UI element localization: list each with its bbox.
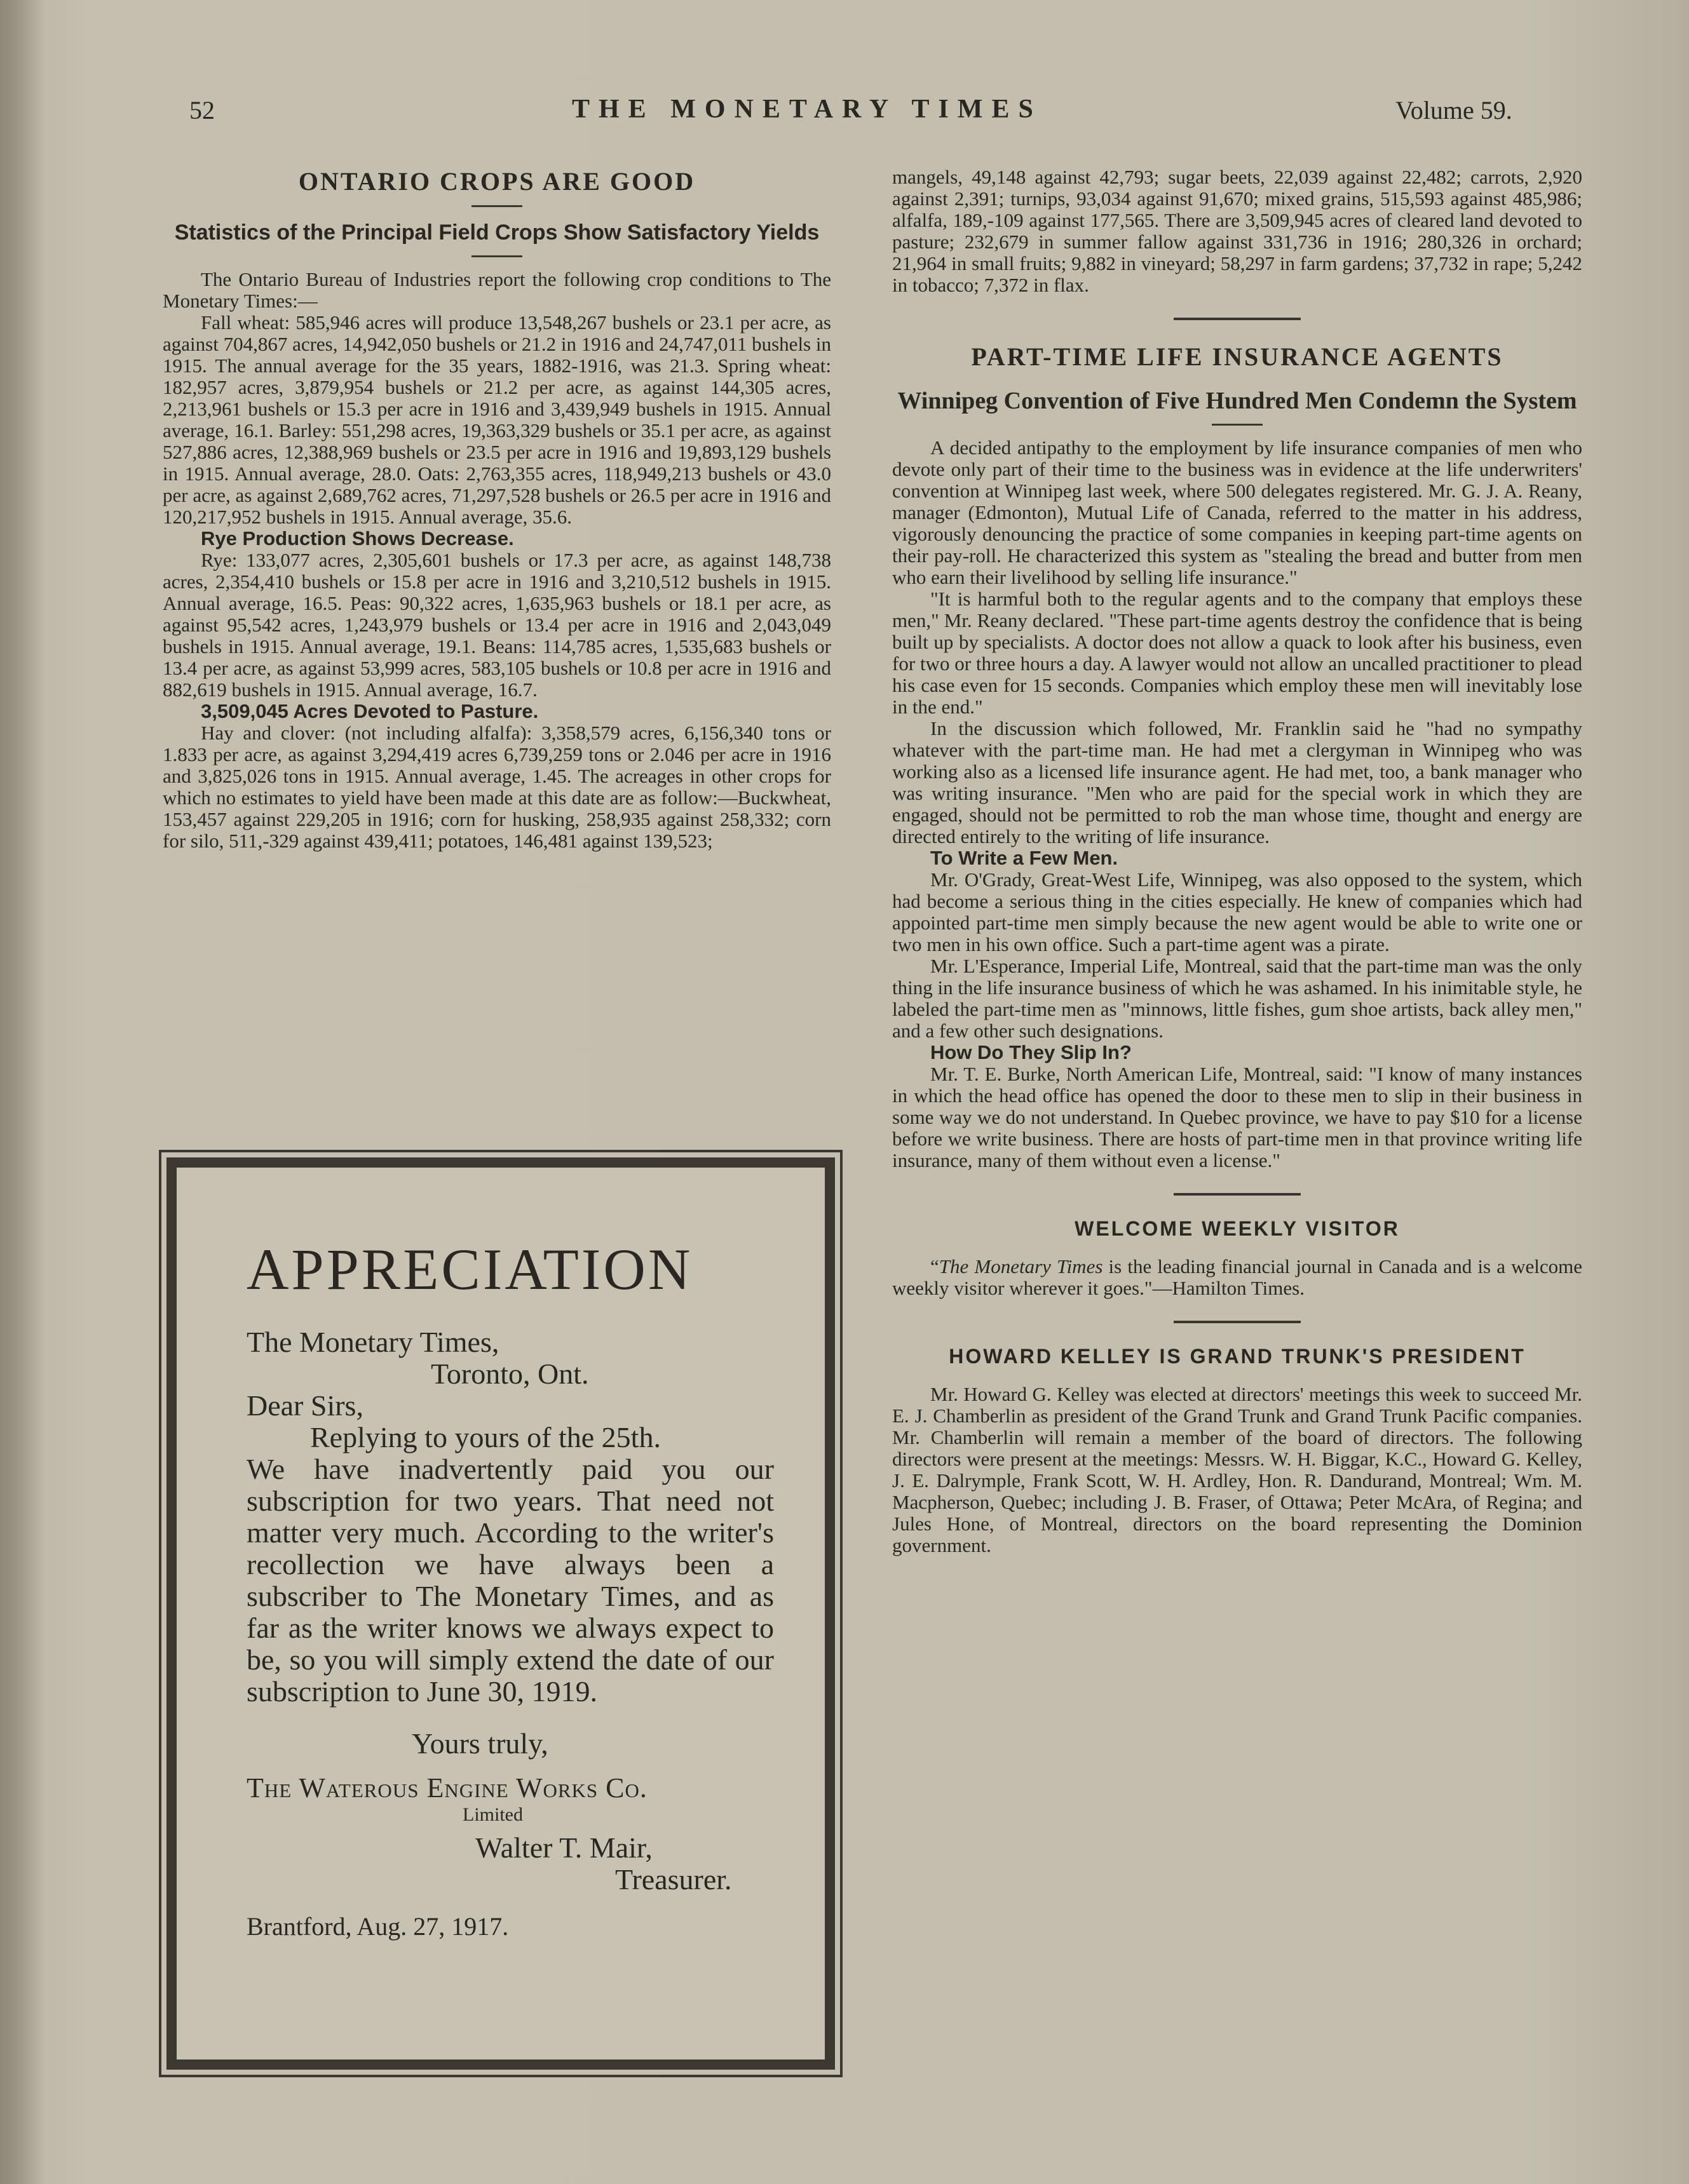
paragraph: In the discussion which followed, Mr. Franklin said he "had no sympathy whatever with the part-time man. He had met a clergyman in Winnipeg who was working also as a licensed life insurance agent. He had met, too, a bank manager who was writing insurance. "Men who are paid for the special work in which they are engaged, should not be permitted to rob the man whose time, thought and energy are directed entirely to the writing of life insurance. bbox=[892, 717, 1582, 847]
divider bbox=[471, 205, 522, 207]
appreciation-advertisement bbox=[166, 1157, 835, 2070]
ad-body-first: Replying to yours of the 25th. bbox=[310, 1421, 661, 1453]
divider bbox=[471, 255, 522, 257]
ad-company: The Waterous Engine Works Co. bbox=[247, 1772, 648, 1803]
paragraph: Mr. T. E. Burke, North American Life, Montreal, said: "I know of many instances in which the head office has opened the door to these men to slip in their business in some way we do not understand. In Quebec province, we have to pay $10 for a license before we write business. There are hosts of part-time men in that province writing life insurance, many of them without even a license." bbox=[892, 1063, 1582, 1171]
paragraph: Hay and clover: (not including alfalfa): 3,358,579 acres, 6,156,340 tons or 1.833 per acre, as against 3,294,419 acres 6,739,259 tons or 2.046 per acre in 1916 and 3,825,026 tons in 1915. Annual average, 1.45. The acreages in other crops for which no estimates to yield have been made at this date are as follow:—Buckwheat, 153,457 against 229,205 in 1916; corn for husking, 258,935 against 258,332; corn for silo, 511,-329 against 439,411; potatoes, 146,481 against 139,523; bbox=[163, 722, 831, 852]
article-headline: HOWARD KELLEY IS GRAND TRUNK'S PRESIDENT bbox=[949, 1345, 1526, 1368]
article-deck: Winnipeg Convention of Five Hundred Men Condemn the System bbox=[897, 388, 1577, 414]
quoted-title: The Monetary Times bbox=[939, 1255, 1103, 1277]
divider bbox=[1174, 1321, 1301, 1323]
divider bbox=[1174, 318, 1301, 320]
ad-place-date: Brantford, Aug. 27, 1917. bbox=[247, 1912, 509, 1941]
paragraph: Fall wheat: 585,946 acres will produce 13,548,267 bushels or 23.1 per acre, as against 704,867 acres, 14,942,050 bushels or 21.2 in 1916 and 24,747,011 bushels in 1915. The annual average for the 35 years, 1882-1916, was 21.3. Spring wheat: 182,957 acres, 3,879,954 bushels or 21.2 per acre, as against 144,305 acres, 2,213,961 bushels or 15.3 per acre in 1916 and 3,439,949 bushels in 1915. Annual average, 16.1. Barley: 551,298 acres, 19,363,329 bushels or 35.1 per acre, as against 527,886 acres, 12,388,969 bushels or 23.5 per acre in 1916 and 19,893,129 bushels in 1915. Annual average, 28.0. Oats: 2,763,355 acres, 118,949,213 bushels or 43.0 per acre, as against 2,689,762 acres, 71,297,528 bushels or 26.5 per acre in 1916 and 120,217,952 bushels in 1915. Annual average, 35.6. bbox=[163, 311, 831, 528]
binding-shadow bbox=[0, 0, 44, 2184]
article-intro bbox=[163, 269, 831, 312]
article-welcome-visitor bbox=[892, 1217, 1582, 1299]
quote-paragraph: “The Monetary Times is the leading financial journal in Canada and is a welcome weekly visitor wherever it goes."—Hamilton Times. bbox=[892, 1255, 1583, 1299]
article-kelley-president bbox=[892, 1345, 1582, 1556]
intro-text: The Ontario Bureau of Industries report the following crop conditions to The Monetary Times:— bbox=[163, 268, 831, 312]
ad-addressee: The Monetary Times, bbox=[247, 1326, 499, 1358]
paragraph: "It is harmful both to the regular agents and to the company that employs these men," Mr. Reany declared. "These part-time agents destroy the confidence that is being built up by specialists. A doctor does not allow a quack to look after his business, even for two or three hours a day. A lawyer would not allow an uncalled practitioner to plead his case even for 15 seconds. Companies which employ these men will inevitably lose in the end." bbox=[892, 588, 1582, 718]
subheading: 3,509,045 Acres Devoted to Pasture. bbox=[201, 700, 539, 722]
ad-closing: Yours truly, bbox=[412, 1727, 548, 1760]
article-headline: PART-TIME LIFE INSURANCE AGENTS bbox=[971, 342, 1503, 371]
publication-title: THE MONETARY TIMES bbox=[572, 95, 1042, 124]
right-column bbox=[892, 166, 1582, 1556]
ad-city: Toronto, Ont. bbox=[431, 1358, 589, 1390]
paragraph: Mr. O'Grady, Great-West Life, Winnipeg, was also opposed to the system, which had become a serious thing in the cities especially. He knew of companies which had appointed part-time men simply because the new agent would be able to write one or two men in his own office. Such a part-time agent was a pirate. bbox=[892, 868, 1582, 955]
ad-signatory: Walter T. Mair, bbox=[475, 1831, 653, 1864]
article-deck: Statistics of the Principal Field Crops Show Satisfactory Yields bbox=[174, 220, 820, 245]
ad-title: APPRECIATION bbox=[247, 1237, 693, 1302]
divider bbox=[1174, 1193, 1301, 1196]
ad-body: We have inadvertently paid you our subscription for two years. That need not matter very much. According to the writer's recollection we have always been a subscriber to The Monetary Times, and as far as the writer knows we always expect to be, so you will simply extend the date of our subscription to June 30, 1919. bbox=[247, 1453, 774, 1708]
subheading: To Write a Few Men. bbox=[930, 847, 1118, 869]
ad-signatory-title: Treasurer. bbox=[615, 1863, 732, 1896]
paragraph: A decided antipathy to the employment by life insurance companies of men who devote only part of their time to the business was in evidence at the life underwriters' convention at Winnipeg last week, where 500 delegates registered. Mr. G. J. A. Reany, manager (Edmonton), Mutual Life of Canada, referred to the matter in his address, vigorously denouncing the practice of some companies in keeping part-time agents on their pay-roll. He characterized this system as "stealing the bread and butter from men who earn their livelihood by selling life insurance." bbox=[892, 436, 1582, 588]
article-part-time-agents bbox=[892, 342, 1582, 1171]
volume-label: Volume 59. bbox=[1395, 96, 1512, 125]
page-number: 52 bbox=[189, 96, 215, 125]
paragraph: Mr. Howard G. Kelley was elected at directors' meetings this week to succeed Mr. E. J. Chamberlin as president of the Grand Trunk and Grand Trunk Pacific companies. Mr. Chamberlin will remain a member of the board of directors. The following directors were present at the meetings: Messrs. W. H. Biggar, K.C., Howard G. Kelley, J. E. Dalrymple, Frank Scott, W. H. Ardley, Hon. R. Dandurand, Montreal; Wm. M. Macpherson, Quebec; including J. B. Fraser, of Ottawa; Peter McAra, of Regina; and Jules Hone, of Montreal, directors on the board representing the Dominion government. bbox=[892, 1383, 1582, 1556]
ad-salutation: Dear Sirs, bbox=[247, 1389, 363, 1422]
subheading: Rye Production Shows Decrease. bbox=[201, 527, 514, 549]
divider bbox=[1212, 424, 1263, 426]
crops-continued: mangels, 49,148 against 42,793; sugar beets, 22,039 against 22,482; carrots, 2,920 against 2,391; turnips, 93,034 against 91,670; mixed grains, 515,593 against 485,986; alfalfa, 189,-109 against 177,565. There are 3,509,945 acres of cleared land devoted to pasture; 232,679 in summer fallow against 331,736 in 1916; 280,326 in orchard; 21,964 in small fruits; 9,882 in vineyard; 58,297 in farm gardens; 37,732 in rape; 5,242 in tobacco; 7,372 in flax. bbox=[892, 166, 1582, 296]
subheading: How Do They Slip In? bbox=[930, 1041, 1132, 1063]
paragraph: Rye: 133,077 acres, 2,305,601 bushels or 17.3 per acre, as against 148,738 acres, 2,354,410 bushels or 15.8 per acre in 1916 and 3,210,512 bushels in 1915. Annual average, 16.5. Peas: 90,322 acres, 1,635,963 bushels or 18.1 per acre, as against 95,542 acres, 1,243,979 bushels or 13.4 per acre in 1916 and 2,043,049 bushels in 1915. Annual average, 19.1. Beans: 114,785 acres, 1,535,683 bushels or 13.4 per acre, as against 53,999 acres, 583,105 bushels or 10.8 per acre in 1916 and 882,619 bushels in 1915. Annual average, 16.7. bbox=[163, 549, 831, 701]
article-ontario-crops bbox=[163, 166, 831, 852]
article-headline: ONTARIO CROPS ARE GOOD bbox=[298, 167, 696, 196]
article-headline: WELCOME WEEKLY VISITOR bbox=[1075, 1217, 1400, 1240]
paragraph: Mr. L'Esperance, Imperial Life, Montreal, said that the part-time man was the only thing in the life insurance business of which he was ashamed. In his inimitable style, he labeled the part-time men as "minnows, little fishes, gum shoe artists, back alley men," and a few other such designations. bbox=[892, 955, 1582, 1042]
quote-text: is the leading financial journal in Canada and is a welcome weekly visitor wherever it goes."—Hamilton Times. bbox=[892, 1255, 1583, 1299]
ad-limited: Limited bbox=[463, 1804, 523, 1825]
